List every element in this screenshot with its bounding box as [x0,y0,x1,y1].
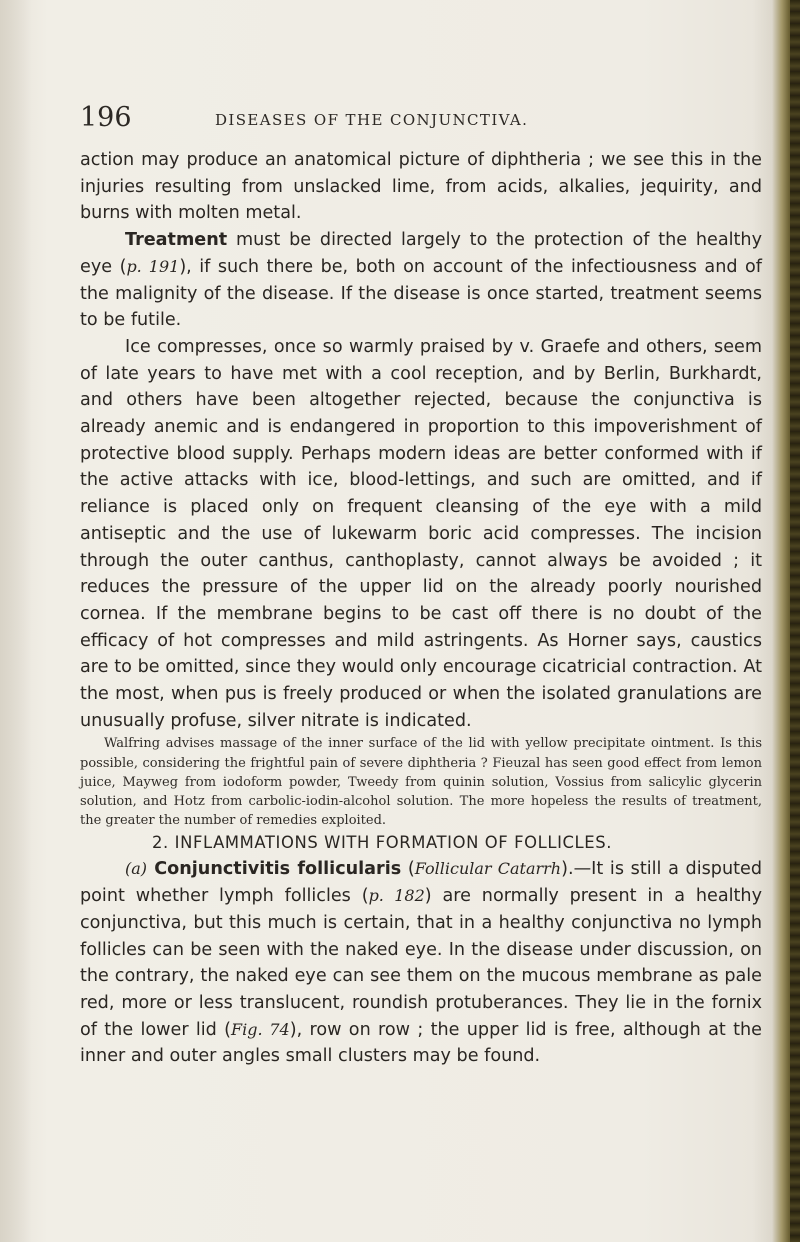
running-head: DISEASES OF THE CONJUNCTIVA. [215,111,529,129]
paragraph-conjunctivitis-follicularis [80,856,762,1070]
section-heading: 2. INFLAMMATIONS WITH FORMATION OF FOLLICLES. [152,833,613,853]
page-number: 196 [80,102,132,133]
treatment-text-a: must be directed largely to the protection of the healthy eye ( [80,230,762,277]
page-header [80,102,760,138]
treatment-text-b: ), if such there be, both on account of the infectiousness and of the malignity of the disease. If the disease is once started, treatment seems to be futile. [80,256,762,331]
page-gutter-shadow [0,0,32,1242]
body-text [80,147,762,1070]
follicularis-text-c: ), row on row ; the upper lid is free, although at the inner and outer angles small clusters may be found. [80,1019,762,1067]
page-edge-dark [790,0,800,1242]
treatment-lead: Treatment [125,230,228,251]
subsection-marker: (a) [125,859,148,879]
follicularis-page-ref: p. 182 [368,886,425,906]
treatment-page-ref: p. 191 [126,256,180,276]
follicularis-open: ( [401,859,415,880]
follicularis-lead: Conjunctivitis follicularis [147,859,402,880]
follicularis-text-b: ) are normally present in a healthy conjunctiva, but this much is certain, that in a healthy conjunctiva no lymph follicles can be seen with the naked eye. In the disease under discussion, on the contrary, the naked eye can see them on the mucous membrane as pale red, more or less translucent, roundish protuberances. They lie in the fornix of the lower lid ( [80,886,762,1040]
follicularis-text-a: ).—It is still a disputed point whether lymph follicles ( [80,859,762,907]
follicularis-latin: Follicular Catarrh [414,859,562,879]
paragraph-1: action may produce an anatomical picture of diphtheria ; we see this in the injuries resulting from unslacked lime, from acids, alkalies, jequirity, and burns with molten metal. [80,150,762,224]
follicularis-fig-ref: Fig. 74 [231,1019,290,1039]
small-print-note: Walfring advises massage of the inner surface of the lid with yellow precipitate ointment. Is this possible, considering the frightful pain of severe diphtheria ? Fieuzal has seen good effect from lemon juice, Mayweg from iodoform powder, Tweedy from quinin solution, Vossius from salicylic glycerin solution, and Hotz from carbolic-iodin-alcohol solution. The more hopeless the results of treatment, the greater the number of remedies exploited. [80,736,762,829]
paragraph-treatment [80,227,762,334]
paragraph-ice-compresses: Ice compresses, once so warmly praised by v. Graefe and others, seem of late years to have met with a cool reception, and by Berlin, Burkhardt, and others have been altogether rejected, because the conjunctiva is already anemic and is endangered in proportion to this impoverishment of protective blood supply. Perhaps modern ideas are better conformed with if the active attacks with ice, blood-lettings, and such are omitted, and if reliance is placed only on frequent cleansing of the eye with a mild antiseptic and the use of lukewarm boric acid compresses. The incision through the outer canthus, canthoplasty, cannot always be avoided ; it reduces the pressure of the upper lid on the already poorly nourished cornea. If the membrane begins to be cast off there is no doubt of the efficacy of hot compresses and mild astringents. As Horner says, caustics are to be omitted, since they would only encourage cicatricial contraction. At the most, when pus is freely produced or when the isolated granulations are unusually profuse, silver nitrate is indicated. [80,336,762,731]
